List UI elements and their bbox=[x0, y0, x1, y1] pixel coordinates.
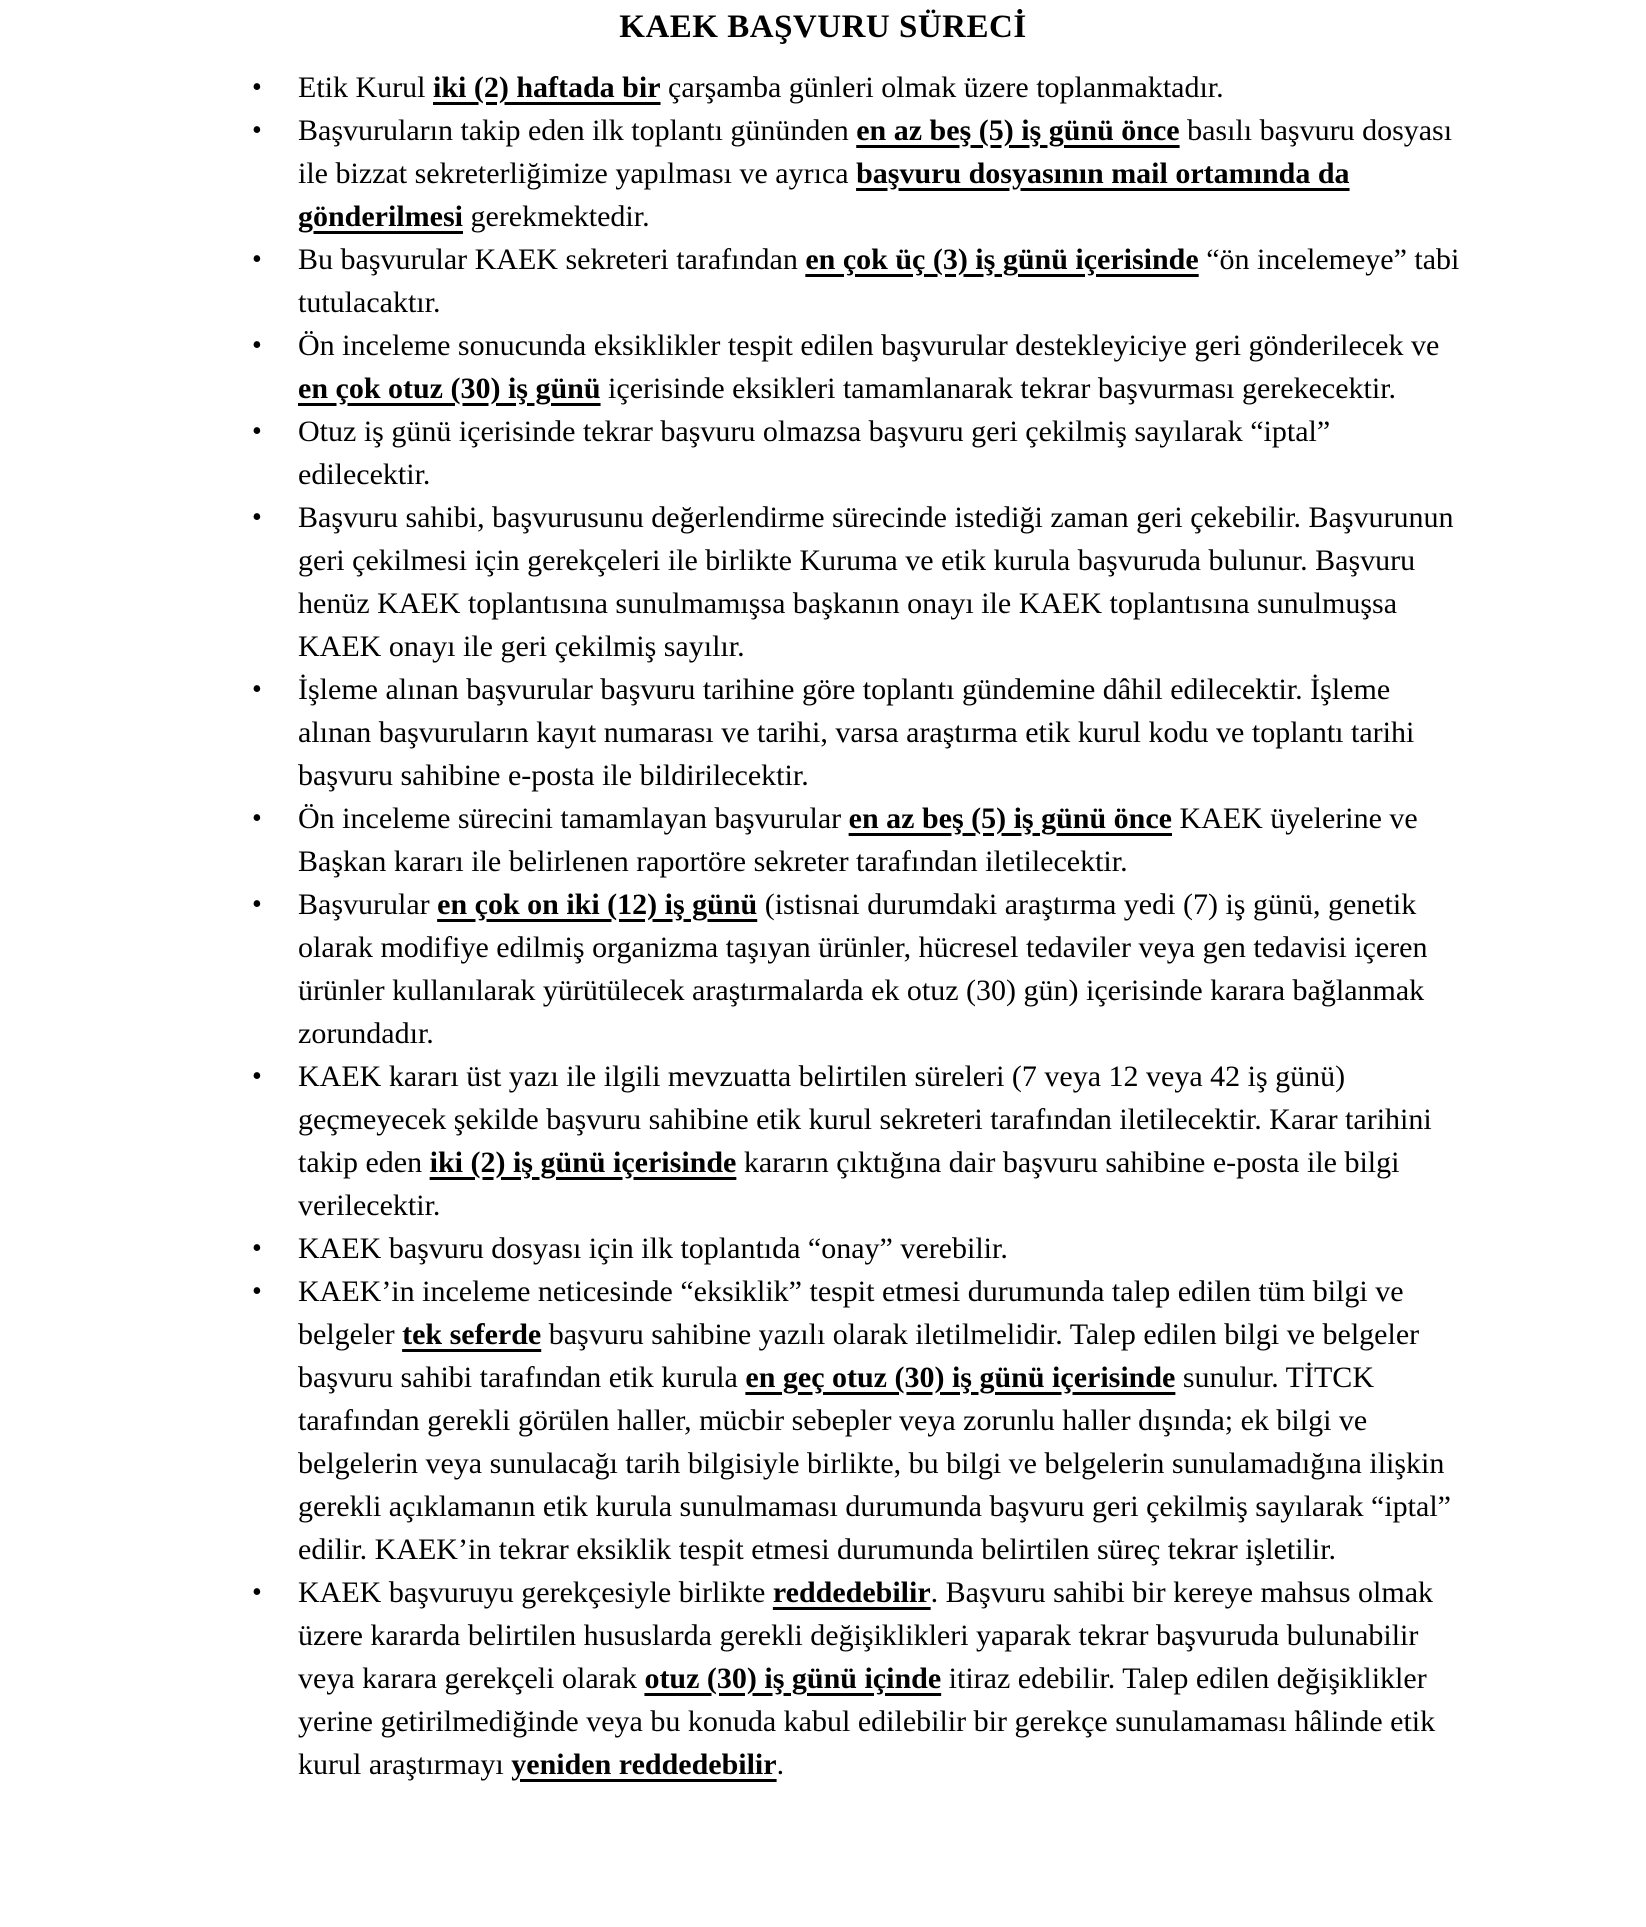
emphasized-text: en az beş (5) iş günü önce bbox=[856, 114, 1180, 147]
emphasized-text: en az beş (5) iş günü önce bbox=[848, 802, 1172, 835]
bullet-marker-icon: • bbox=[252, 330, 262, 361]
text-segment: Ön inceleme sürecini tamamlayan başvurular bbox=[298, 802, 849, 835]
list-item bbox=[252, 1571, 1460, 1786]
text-segment: itiraz edebilir. Talep edilen değişiklikler yerine getirilmediğinde veya bu konuda kabul edilebilir bir gerekçe sunulamaması hâlinde etik kurul araştırmayı bbox=[298, 1662, 1436, 1781]
list-item bbox=[252, 1055, 1460, 1227]
bullet-marker-icon: • bbox=[252, 502, 262, 533]
bullet-marker-icon: • bbox=[252, 1276, 262, 1307]
text-segment: KAEK başvuruyu gerekçesiyle birlikte bbox=[298, 1576, 773, 1609]
emphasized-text: en çok üç (3) iş günü içerisinde bbox=[805, 243, 1199, 276]
emphasized-text: en çok on iki (12) iş günü bbox=[437, 888, 758, 921]
list-item bbox=[252, 496, 1460, 668]
text-segment: “ön incelemeye” tabi tutulacaktır. bbox=[298, 243, 1460, 319]
text-segment: KAEK’in inceleme neticesinde “eksiklik” tespit etmesi durumunda talep edilen tüm bilgi ve belgeler bbox=[298, 1275, 1404, 1351]
bullet-marker-icon: • bbox=[252, 1233, 262, 1264]
text-segment: Başvurular bbox=[298, 888, 438, 921]
text-segment: Başvuruların takip eden ilk toplantı gününden bbox=[298, 114, 857, 147]
text-segment: başvuru sahibine yazılı olarak iletilmelidir. Talep edilen bilgi ve belgeler başvuru sahibi tarafından etik kurula bbox=[298, 1318, 1420, 1394]
bullet-marker-icon: • bbox=[252, 1577, 262, 1608]
text-segment: KAEK kararı üst yazı ile ilgili mevzuatta belirtilen süreleri (7 veya 12 veya 42 iş günü) geçmeyecek şekilde başvuru sahibine etik kurul sekreteri tarafından iletilecektir. Karar tarihini takip eden bbox=[298, 1060, 1432, 1179]
emphasized-text: iki (2) iş günü içerisinde bbox=[429, 1146, 737, 1179]
bullet-marker-icon: • bbox=[252, 1061, 262, 1092]
list-item bbox=[252, 324, 1460, 410]
list-item bbox=[252, 238, 1460, 324]
bullet-marker-icon: • bbox=[252, 115, 262, 146]
emphasized-text: en geç otuz (30) iş günü içerisinde bbox=[745, 1361, 1176, 1394]
text-segment: . Başvuru sahibi bir kereye mahsus olmak üzere kararda belirtilen hususlarda gerekli değişiklikleri yaparak tekrar başvuruda bulunabilir veya karara gerekçeli olarak bbox=[298, 1576, 1434, 1695]
emphasized-text: iki (2) haftada bir bbox=[433, 71, 661, 104]
bullet-marker-icon: • bbox=[252, 803, 262, 834]
emphasized-text: tek seferde bbox=[402, 1318, 542, 1351]
text-segment: Ön inceleme sonucunda eksiklikler tespit edilen başvurular destekleyiciye geri gönderilecek ve bbox=[298, 329, 1440, 362]
text-segment: Etik Kurul bbox=[298, 71, 433, 104]
text-segment: gerekmektedir. bbox=[463, 200, 650, 233]
text-segment: içerisinde eksikleri tamamlanarak tekrar başvurması gerekecektir. bbox=[600, 372, 1397, 405]
bullet-list bbox=[0, 66, 1646, 1786]
list-item bbox=[252, 668, 1460, 797]
list-item bbox=[252, 1270, 1460, 1571]
emphasized-text: otuz (30) iş günü içinde bbox=[644, 1662, 942, 1695]
text-segment: çarşamba günleri olmak üzere toplanmaktadır. bbox=[660, 71, 1224, 104]
emphasized-text: başvuru dosyasının mail ortamında da gönderilmesi bbox=[298, 157, 1350, 233]
list-item bbox=[252, 66, 1460, 109]
bullet-marker-icon: • bbox=[252, 72, 262, 103]
emphasized-text: en çok otuz (30) iş günü bbox=[298, 372, 601, 405]
emphasized-text: yeniden reddedebilir bbox=[511, 1748, 777, 1781]
text-segment: kararın çıktığına dair başvuru sahibine e-posta ile bilgi verilecektir. bbox=[298, 1146, 1400, 1222]
list-item bbox=[252, 109, 1460, 238]
text-segment: KAEK üyelerine ve Başkan kararı ile belirlenen raportöre sekreter tarafından iletilecektir. bbox=[298, 802, 1418, 878]
text-segment: sunulur. TİTCK tarafından gerekli görülen haller, mücbir sebepler veya zorunlu haller dışında; ek bilgi ve belgelerin veya sunulacağı tarih bilgisiyle birlikte, bu bilgi ve belgelerin sunulamadığına ilişkin gerekli açıklamanın etik kurula sunulmaması durumunda başvuru geri çekilmiş sayılarak “iptal” edilir. KAEK’in tekrar eksiklik tespit etmesi durumunda belirtilen süreç tekrar işletilir. bbox=[298, 1361, 1451, 1566]
list-item bbox=[252, 410, 1460, 496]
page-title: KAEK BAŞVURU SÜRECİ bbox=[619, 9, 1027, 45]
text-segment: . bbox=[776, 1748, 785, 1781]
list-item bbox=[252, 1227, 1460, 1270]
bullet-marker-icon: • bbox=[252, 244, 262, 275]
bullet-marker-icon: • bbox=[252, 889, 262, 920]
text-segment: KAEK başvuru dosyası için ilk toplantıda “onay” verebilir. bbox=[298, 1232, 1008, 1265]
bullet-marker-icon: • bbox=[252, 416, 262, 447]
text-segment: (istisnai durumdaki araştırma yedi (7) iş günü, genetik olarak modifiye edilmiş organizma taşıyan ürünler, hücresel tedaviler veya gen tedavisi içeren ürünler kullanılarak yürütülecek araştırmalarda ek otuz (30) gün) içerisinde karara bağlanmak zorundadır. bbox=[298, 888, 1428, 1050]
text-segment: Otuz iş günü içerisinde tekrar başvuru olmazsa başvuru geri çekilmiş sayılarak “iptal” edilecektir. bbox=[298, 415, 1331, 491]
list-item bbox=[252, 883, 1460, 1055]
text-segment: İşleme alınan başvurular başvuru tarihine göre toplantı gündemine dâhil edilecektir. İşleme alınan başvuruların kayıt numarası ve tarihi, varsa araştırma etik kurul kodu ve toplantı tarihi başvuru sahibine e-posta ile bildirilecektir. bbox=[298, 673, 1415, 792]
text-segment: Başvuru sahibi, başvurusunu değerlendirme sürecinde istediği zaman geri çekebilir. Başvurunun geri çekilmesi için gerekçeleri ile birlikte Kuruma ve etik kurula başvuruda bulunur. Başvuru henüz KAEK toplantısına sunulmamışsa başkanın onayı ile KAEK toplantısına sunulmuşsa KAEK onayı ile geri çekilmiş sayılır. bbox=[298, 501, 1454, 663]
emphasized-text: reddedebilir bbox=[772, 1576, 931, 1609]
bullet-marker-icon: • bbox=[252, 674, 262, 705]
list-item bbox=[252, 797, 1460, 883]
text-segment: basılı başvuru dosyası ile bizzat sekreterliğimize yapılması ve ayrıca bbox=[298, 114, 1453, 190]
text-segment: Bu başvurular KAEK sekreteri tarafından bbox=[298, 243, 806, 276]
